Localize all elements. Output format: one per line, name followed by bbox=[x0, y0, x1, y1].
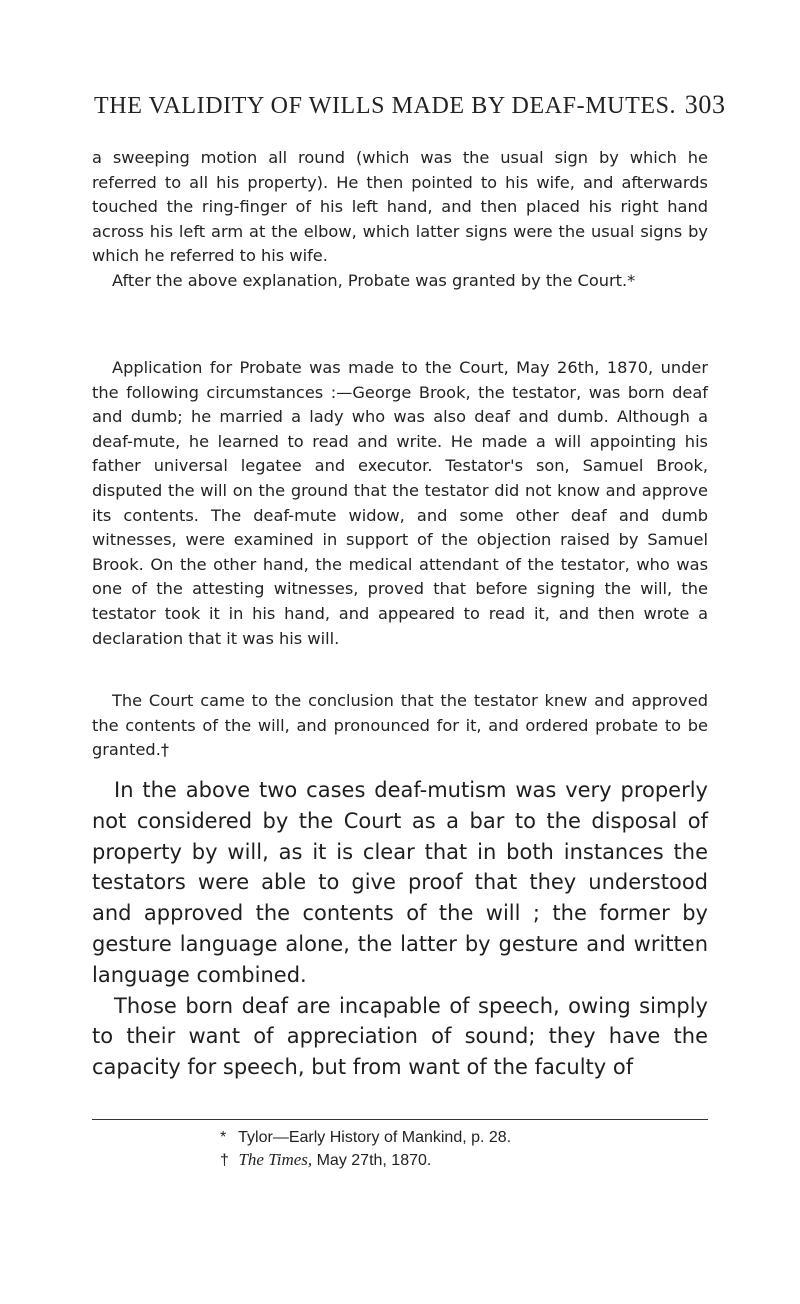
paragraph-continued: a sweeping motion all round (which was the usual sign by which he referred to all his property). He then pointed to his wife, and afterwards touched the ring-finger of his left hand, and then placed his right hand across his left arm at the elbow, which latter signs were the usual signs by which he referred to his wife. bbox=[92, 148, 708, 266]
running-head bbox=[94, 90, 726, 120]
footnote-2-mark: † bbox=[220, 1152, 229, 1169]
footnote-2-text: May 27th, 1870. bbox=[316, 1152, 432, 1169]
footnote-1-mark: * bbox=[220, 1129, 227, 1146]
footnote-1-text: Tylor—Early History of Mankind, p. 28. bbox=[238, 1129, 512, 1146]
paragraph-court-conclusion: The Court came to the conclusion that the testator knew and approved the contents of the will, and pronounced for it, and ordered probate to be granted.† bbox=[92, 691, 708, 760]
page-number: 303 bbox=[684, 90, 726, 119]
brook-case-block bbox=[92, 356, 708, 651]
paragraph-brook-application: Application for Probate was made to the Court, May 26th, 1870, under the following circumstances :—George Brook, the testator, was born deaf and dumb; he married a lady who was also deaf and dumb. Although a deaf-mute, he learned to read and write. He made a will appointing his father universal legatee and executor. Testator's son, Samuel Brook, disputed the will on the ground that the testator did not know and approve its contents. The deaf-mute widow, and some other deaf and dumb witnesses, were examined in support of the objection raised by Samuel Brook. On the other hand, the medical attendant of the testator, who was one of the attesting witnesses, proved that before signing the will, the testator took it in his hand, and appeared to read it, and then wrote a declaration that it was his will. bbox=[92, 358, 708, 648]
continued-paragraph-block bbox=[92, 146, 708, 294]
footnote-2 bbox=[220, 1149, 700, 1172]
paragraph-born-deaf: Those born deaf are incapable of speech, owing simply to their want of appreciation of sound; they have the capacity for speech, but from want of the faculty of bbox=[92, 993, 708, 1080]
paragraph-deaf-mutism-not-bar: In the above two cases deaf-mutism was very properly not considered by the Court as a bar to the disposal of property by will, as it is clear that in both instances the testators were able to give proof that they understood and approved the contents of the will ; the former by gesture language alone, the latter by gesture and written language combined. bbox=[92, 778, 708, 987]
footnote-1 bbox=[220, 1127, 700, 1149]
footnote-2-source: The Times, bbox=[238, 1150, 313, 1169]
paragraph-probate-granted: After the above explanation, Probate was granted by the Court.* bbox=[112, 270, 636, 290]
main-text-block bbox=[92, 775, 708, 1083]
footnotes bbox=[220, 1127, 700, 1172]
court-conclusion-block bbox=[92, 689, 708, 763]
running-title: THE VALIDITY OF WILLS MADE BY DEAF-MUTES. bbox=[94, 93, 677, 119]
footnote-rule bbox=[92, 1119, 708, 1120]
